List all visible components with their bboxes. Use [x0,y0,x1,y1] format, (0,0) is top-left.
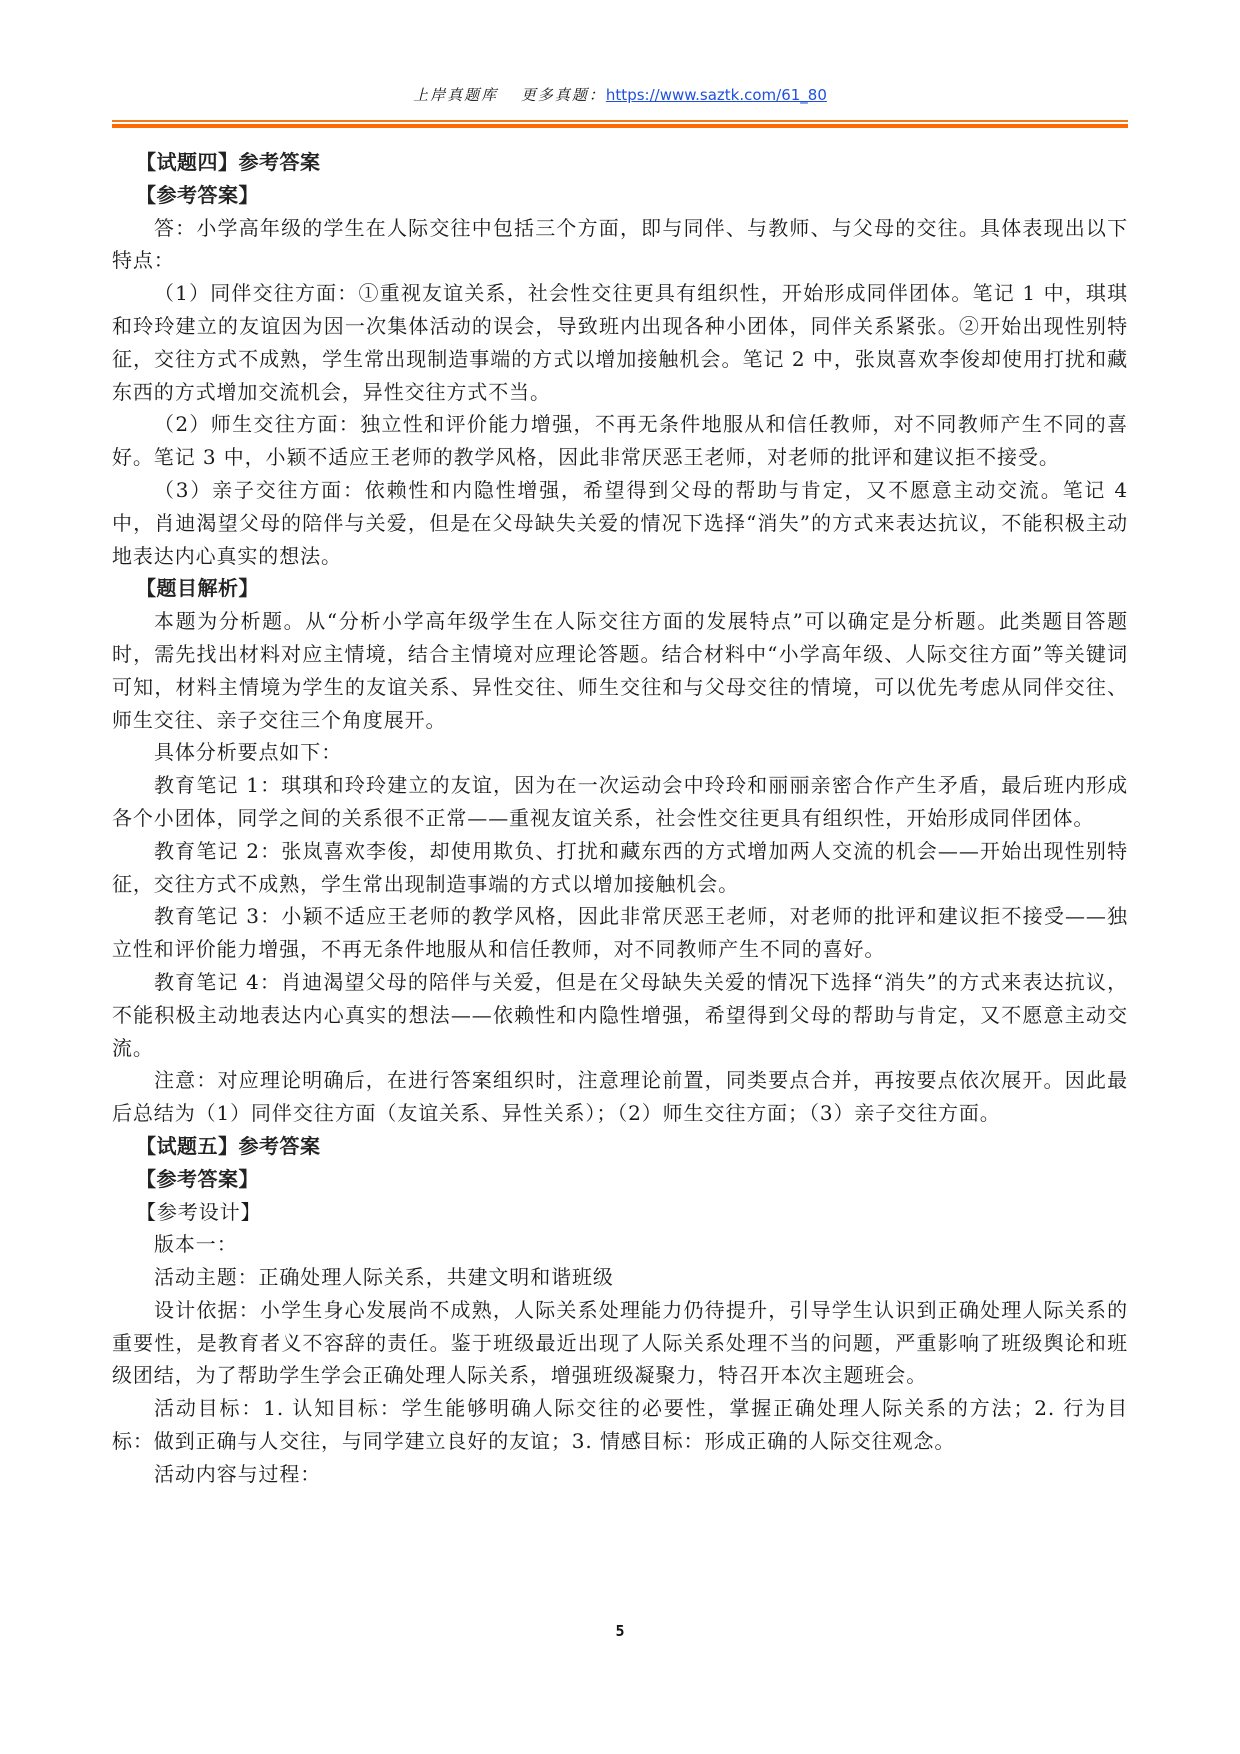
paragraph: （3）亲子交往方面：依赖性和内隐性增强，希望得到父母的帮助与肯定，又不愿意主动交流。笔记 4 中，肖迪渴望父母的陪伴与关爱，但是在父母缺失关爱的情况下选择“消失”的方式来表达抗议，不能积极主动地表达内心真实的想法。 [112,477,1128,568]
version-label: 版本一： [154,1232,238,1257]
paragraph: 本题为分析题。从“分析小学高年级学生在人际交往方面的发展特点”可以确定是分析题。此类题目答题时，需先找出材料对应主情境，结合主情境对应理论答题。结合材料中“小学高年级、人际交往方面”等关键词可知，材料主情境为学生的友谊关系、异性交往、师生交往和与父母交往的情境，可以优先考虑从同伴交往、师生交往、亲子交往三个角度展开。 [112,609,1128,732]
paragraph: 注意：对应理论明确后，在进行答案组织时，注意理论前置，同类要点合并，再按要点依次展开。因此最后总结为（1）同伴交往方面（友谊关系、异性关系）；（2）师生交往方面；（3）亲子交往方面。 [112,1068,1128,1126]
header-more-label: 更多真题： [520,86,606,104]
analysis-label: 【题目解析】 [136,576,259,601]
paragraph: 具体分析要点如下： [154,740,343,765]
paragraph: （2）师生交往方面：独立性和评价能力增强，不再无条件地服从和信任教师，对不同教师产生不同的喜好。笔记 3 中，小颖不适应王老师的教学风格，因此非常厌恶王老师，对老师的批评和建议拒不接受。 [112,412,1128,470]
design-basis: 设计依据：小学生身心发展尚不成熟，人际关系处理能力仍待提升，引导学生认识到正确处理人际关系的重要性，是教育者义不容辞的责任。鉴于班级最近出现了人际关系处理不当的问题，严重影响了班级舆论和班级团结，为了帮助学生学会正确处理人际关系，增强班级凝聚力，特召开本次主题班会。 [112,1297,1128,1388]
page-number: 5 [615,1622,625,1640]
activity-process-label: 活动内容与过程： [154,1461,322,1486]
section-title-q4: 【试题四】参考答案 [136,150,321,174]
answer-label-q4: 【参考答案】 [136,182,259,207]
page-header [112,84,1128,106]
header-brand: 上岸真题库 [413,86,499,104]
header-link[interactable]: https://www.saztk.com/61_80 [605,86,827,104]
answer-label-q5: 【参考答案】 [136,1166,259,1191]
paragraph: （1）同伴交往方面：①重视友谊关系，社会性交往更具有组织性，开始形成同伴团体。笔记 1 中，琪琪和玲玲建立的友谊因为因一次集体活动的误会，导致班内出现各种小团体，同伴关系紧张。②开始出现性别特征，交往方式不成熟，学生常出现制造事端的方式以增加接触机会。笔记 2 中，张岚喜欢李俊却使用打扰和藏东西的方式增加交流机会，异性交往方式不当。 [112,281,1128,404]
paragraph: 答：小学高年级的学生在人际交往中包括三个方面，即与同伴、与教师、与父母的交往。具体表现出以下特点： [112,215,1128,273]
paragraph: 教育笔记 3：小颖不适应王老师的教学风格，因此非常厌恶王老师，对老师的批评和建议拒不接受——独立性和评价能力增强，不再无条件地服从和信任教师，对不同教师产生不同的喜好。 [112,904,1128,962]
paragraph: 教育笔记 1：琪琪和玲玲建立的友谊，因为在一次运动会中玲玲和丽丽亲密合作产生矛盾，最后班内形成各个小团体，同学之间的关系很不正常——重视友谊关系，社会性交往更具有组织性，开始形成同伴团体。 [112,773,1128,830]
header-rule-thin [112,120,1128,122]
page-content [112,146,1128,1491]
paragraph: 教育笔记 4：肖迪渴望父母的陪伴与关爱，但是在父母缺失关爱的情况下选择“消失”的方式来表达抗议，不能积极主动地表达内心真实的想法——依赖性和内隐性增强，希望得到父母的帮助与肯定，又不愿意主动交流。 [112,969,1128,1060]
paragraph: 教育笔记 2：张岚喜欢李俊，却使用欺负、打扰和藏东西的方式增加两人交流的机会——开始出现性别特征，交往方式不成熟，学生常出现制造事端的方式以增加接触机会。 [112,838,1128,896]
activity-goals: 活动目标：1. 认知目标：学生能够明确人际交往的必要性，掌握正确处理人际关系的方法；2. 行为目标：做到正确与人交往，与同学建立良好的友谊；3. 情感目标：形成正确的人际交往观念。 [112,1396,1128,1454]
header-rule-thick [112,124,1128,128]
activity-theme: 活动主题：正确处理人际关系，共建文明和谐班级 [154,1265,614,1290]
section-title-q5: 【试题五】参考答案 [136,1133,321,1158]
design-label: 【参考设计】 [136,1199,262,1224]
